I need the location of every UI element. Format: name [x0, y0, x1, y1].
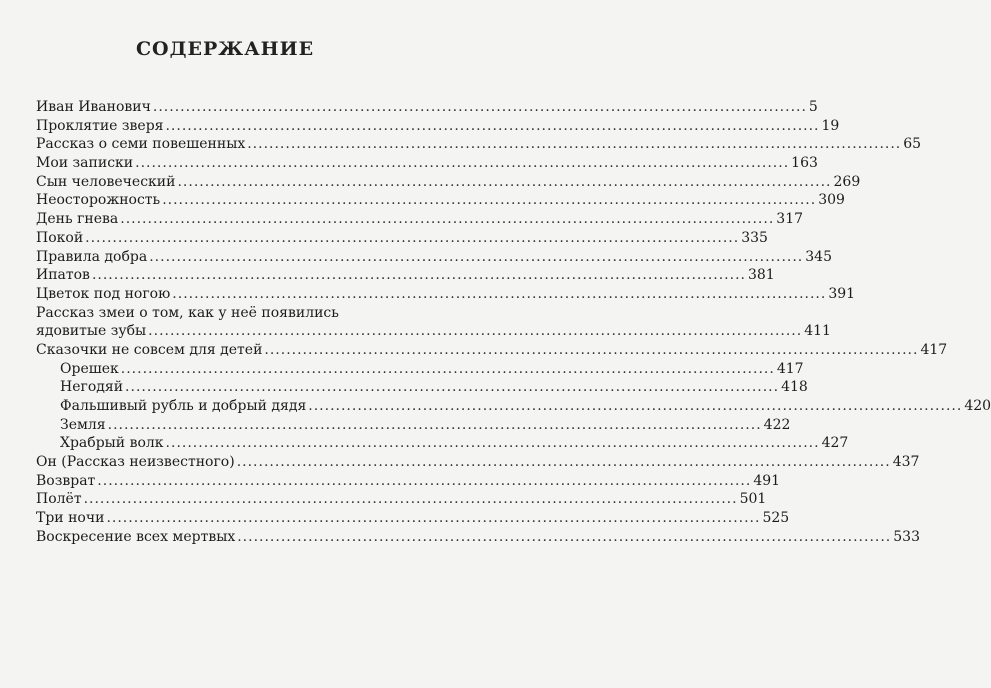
toc-entry-page: 335: [741, 229, 768, 246]
toc-entry-title: Он (Рассказ неизвестного): [36, 454, 235, 471]
toc-entry-title: Неосторожность: [36, 192, 161, 209]
toc-entry-page: 345: [805, 248, 832, 265]
toc-entry-page: 317: [776, 211, 804, 228]
toc-entry: [36, 266, 775, 285]
dot-leader: [121, 360, 775, 379]
toc-entry-title: Проклятие зверя: [36, 117, 164, 134]
dot-leader: [108, 416, 762, 435]
toc-subentry: [36, 378, 808, 397]
toc-entry-title: Ипатов: [36, 267, 90, 284]
toc-entry-page: 417: [920, 341, 948, 358]
toc-entry-page: 19: [821, 117, 840, 134]
toc-entry-title: Цветок под ногою: [36, 285, 171, 302]
dot-leader: [247, 135, 901, 154]
toc-entry-title: Сказочки не совсем для детей: [36, 341, 263, 358]
toc-entry: [36, 210, 804, 229]
toc-entry: [36, 472, 781, 491]
toc-entry: [36, 135, 922, 154]
toc-subentry: [36, 397, 991, 416]
toc-entry-title: День гнева: [36, 211, 119, 228]
toc-entry-page: 420: [964, 398, 991, 414]
dot-leader: [84, 490, 738, 509]
dot-leader: [237, 453, 891, 472]
toc-entry-title: Покой: [36, 229, 84, 246]
toc-entry: [36, 453, 920, 472]
toc-entry: [36, 98, 818, 117]
toc-entry-page: 417: [776, 360, 804, 377]
toc-entry-title: Иван Иванович: [36, 99, 151, 115]
dot-leader: [85, 229, 739, 248]
toc-entry-title: Негодяй: [60, 379, 124, 396]
toc-entry-title: Полёт: [36, 491, 82, 508]
toc-entry-title: Орешек: [60, 360, 119, 377]
toc-subentry: [36, 360, 804, 379]
toc-entry: [36, 322, 831, 341]
toc-entry-page: 411: [804, 323, 831, 340]
toc-entry-title: Храбрый волк: [60, 435, 164, 452]
toc-entry: [36, 229, 768, 248]
dot-leader: [165, 117, 819, 136]
toc-entry-page: 533: [893, 528, 920, 545]
dot-leader: [135, 154, 789, 173]
dot-leader: [149, 248, 803, 267]
toc-entry-page: 491: [753, 472, 781, 489]
dot-leader: [125, 378, 779, 397]
dot-leader: [162, 191, 816, 210]
toc-subentry: [36, 416, 791, 435]
toc-entry-page: 427: [821, 435, 849, 452]
dot-leader: [97, 472, 751, 491]
toc-entry-title: Фальшивый рубль и добрый дядя: [60, 398, 307, 414]
toc-entry-title: Рассказ о семи повешенных: [36, 136, 246, 153]
toc-entry-title-line1: Рассказ змеи о том, как у неё появились: [36, 304, 339, 321]
toc-entry: [36, 490, 767, 509]
toc-entry-page: 163: [791, 155, 818, 172]
dot-leader: [308, 397, 962, 416]
toc-entry-title: Земля: [60, 416, 106, 433]
toc-entry-title: Мои записки: [36, 155, 134, 172]
toc-entry-page: 309: [818, 192, 845, 209]
toc-entry: [36, 173, 861, 192]
toc-entry-title: Воскресение всех мертвых: [36, 528, 236, 545]
toc-entry-page: 269: [833, 173, 861, 190]
toc-entry-title: Сын человеческий: [36, 173, 176, 190]
toc-entry-page: 501: [739, 491, 767, 508]
dot-leader: [237, 528, 891, 547]
toc-entry-page: 5: [808, 99, 818, 115]
toc-entry-page: 65: [903, 136, 922, 153]
page-title: СОДЕРЖАНИЕ: [135, 38, 315, 60]
table-of-contents: [36, 98, 991, 547]
toc-entry-title: Правила добра: [36, 248, 148, 265]
toc-entry-page: 525: [762, 510, 790, 527]
dot-leader: [92, 266, 746, 285]
toc-subentry: [36, 434, 849, 453]
dot-leader: [106, 509, 760, 528]
dot-leader: [153, 98, 807, 117]
toc-entry: [36, 248, 832, 267]
toc-entry: [36, 191, 845, 210]
toc-entry-title: ядовитые зубы: [36, 323, 147, 340]
toc-entry-page: 381: [747, 267, 775, 284]
toc-entry-title: Три ночи: [36, 510, 105, 527]
dot-leader: [120, 210, 774, 229]
toc-entry: [36, 117, 840, 136]
dot-leader: [177, 173, 831, 192]
toc-entry-page: 437: [892, 454, 920, 471]
toc-entry: [36, 285, 856, 304]
dot-leader: [264, 341, 918, 360]
toc-entry-title: Возврат: [36, 472, 96, 489]
toc-entry-page: 418: [781, 379, 808, 396]
toc-entry-page: 422: [763, 416, 791, 433]
toc-entry-page: 391: [828, 285, 856, 302]
toc-entry: [36, 528, 920, 547]
toc-entry: [36, 154, 818, 173]
toc-entry: [36, 509, 790, 528]
dot-leader: [172, 285, 826, 304]
dot-leader: [148, 322, 802, 341]
toc-entry: [36, 341, 948, 360]
dot-leader: [166, 434, 820, 453]
